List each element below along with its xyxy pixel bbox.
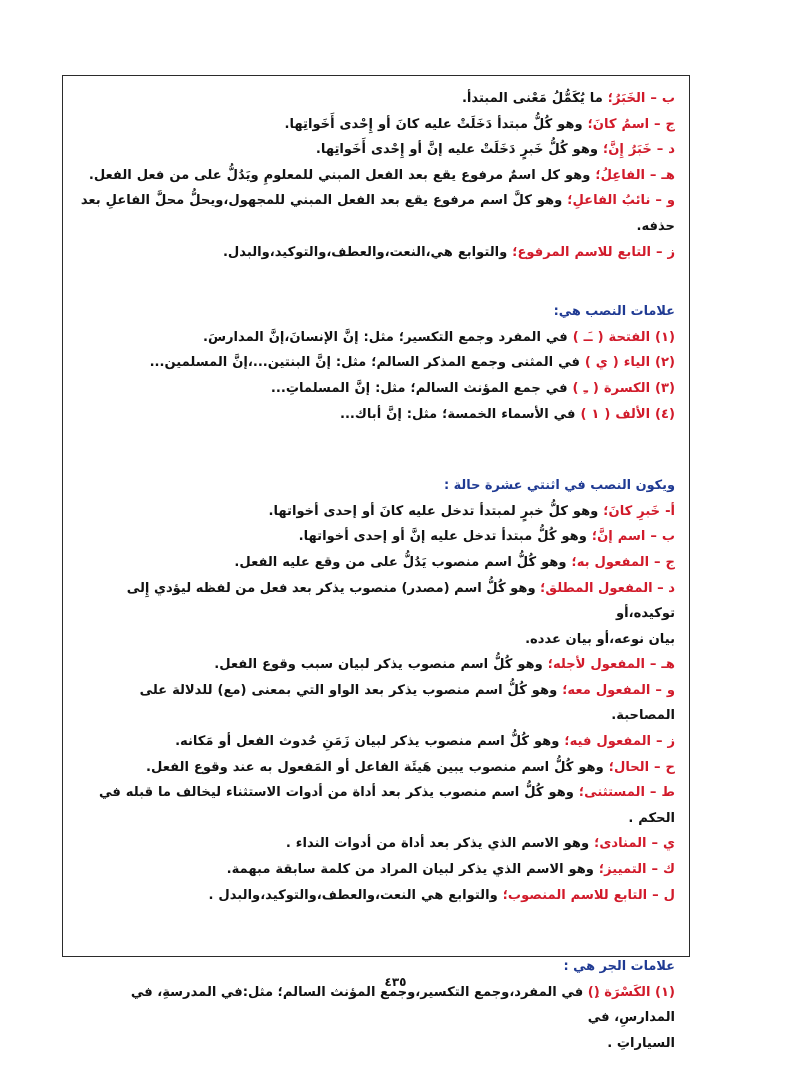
section-nasb-cases bbox=[77, 473, 675, 908]
item-label: (٣) الكسرة ( ـِ ) bbox=[572, 380, 675, 396]
list-item bbox=[77, 240, 675, 266]
item-label: ب – اسم إنَّ؛ bbox=[591, 529, 675, 545]
item-label: ط – المستثنى؛ bbox=[578, 785, 675, 801]
item-label: و – المفعول معه؛ bbox=[562, 682, 675, 698]
item-text: وهو كلُّ خبرٍ لمبتدأ تدخل عليه كانَ أو إحدى أخواتها. bbox=[268, 503, 599, 519]
list-item bbox=[77, 188, 675, 239]
list-item bbox=[77, 325, 675, 351]
list-item bbox=[77, 755, 675, 781]
item-label: ي – المنادى؛ bbox=[594, 836, 675, 852]
item-label: (٤) الألف ( ١ ) bbox=[580, 406, 675, 422]
list-item bbox=[77, 350, 675, 376]
item-label: ز – التابع للاسم المرفوع؛ bbox=[512, 244, 675, 260]
section-spacer bbox=[77, 427, 675, 473]
list-item bbox=[77, 652, 675, 678]
section-nasb-marks bbox=[77, 299, 675, 427]
item-label: ج – المفعول به؛ bbox=[571, 554, 675, 570]
item-line-1 bbox=[77, 576, 675, 627]
list-item bbox=[77, 376, 675, 402]
list-item bbox=[77, 831, 675, 857]
item-text: وهو كُلُّ اسم منصوب يذكر لبيان زَمَنِ حُدوث الفعل أو مَكانه. bbox=[175, 734, 560, 750]
section-spacer bbox=[77, 265, 675, 299]
item-label: ك – التمييز؛ bbox=[598, 862, 675, 878]
item-text: وهو كُلُّ خَبرٍ دَخَلَتْ عليه إنَّ أو إِحْدى أَخَواتِها. bbox=[315, 142, 599, 158]
list-item bbox=[77, 499, 675, 525]
list-item bbox=[77, 402, 675, 428]
item-label: هـ – المفعول لأجله؛ bbox=[547, 657, 675, 673]
page-content bbox=[63, 76, 689, 1067]
item-label: د – خَبَرُ إِنَّ؛ bbox=[603, 142, 675, 158]
section-spacer bbox=[77, 908, 675, 954]
item-text: وهو كُلُّ اسم منصوب يَدُلُّ على من وقع عليه الفعل. bbox=[234, 554, 567, 570]
item-text: والتوابع هي،النعت،والعطف،والتوكيد،والبدل. bbox=[222, 244, 508, 260]
item-text: وهو كُلُّ مبتدأ دَخَلَتْ عليه كانَ أو إِحْدى أَخَواتِها. bbox=[284, 116, 583, 132]
section-jar-marks bbox=[77, 954, 675, 1056]
section-heading: علامات النصب هي: bbox=[553, 304, 675, 320]
list-item bbox=[77, 163, 675, 189]
item-label: ل – التابع للاسم المنصوب؛ bbox=[502, 887, 675, 903]
item-text: في الأسماء الخمسة؛ مثل: إنَّ أباك... bbox=[339, 406, 576, 422]
item-label: هـ – الفاعِلُ؛ bbox=[595, 167, 675, 183]
item-text: والتوابع هي النعت،والعطف،والتوكيد،والبدل . bbox=[208, 887, 498, 903]
item-text: في المفرد وجمع التكسير؛ مثل: إنَّ الإنسانَ،إنَّ المدارسَ. bbox=[202, 329, 568, 345]
list-item bbox=[77, 576, 675, 653]
list-item bbox=[77, 86, 675, 112]
list-item bbox=[77, 112, 675, 138]
item-label: (٢) الياء ( ي ) bbox=[584, 355, 675, 371]
item-text: وهو كُلُّ اسم منصوب يذكر لبيان سبب وقوع الفعل. bbox=[214, 657, 543, 673]
item-text: وهو كُلُّ اسم منصوب يذكر بعد الواو التي بمعنى (مع) للدلالة على المصاحبة. bbox=[139, 682, 675, 724]
item-label: ز – المفعول فيه؛ bbox=[564, 734, 675, 750]
section-raf-continued bbox=[77, 86, 675, 265]
item-label: ح – الحال؛ bbox=[608, 759, 675, 775]
item-text: وهو كُلُّ مبتدأ تدخل عليه إنَّ أو إحدى أخواتها. bbox=[298, 529, 587, 545]
item-label: د – المفعول المطلق؛ bbox=[540, 580, 675, 596]
item-label: ج – اسمُ كانَ؛ bbox=[587, 116, 675, 132]
list-item bbox=[77, 729, 675, 755]
item-text: وهو كُلُّ اسم منصوب يذكر بعد أداة من أدوات الاستثناء ليخالف ما قبله في الحكم . bbox=[99, 785, 675, 826]
section-heading: علامات الجر هي : bbox=[563, 959, 675, 975]
list-item bbox=[77, 780, 675, 831]
item-text: وهو الاسم الذي يذكر لبيان المراد من كلمة سابقة مبهمة. bbox=[226, 862, 594, 878]
item-line-2: بيان نوعه،أو بيان عدده. bbox=[525, 631, 675, 647]
list-item bbox=[77, 137, 675, 163]
item-line-2: السياراتِ . bbox=[607, 1036, 675, 1051]
page-number: ٤٣٥ bbox=[384, 975, 407, 989]
list-item bbox=[77, 550, 675, 576]
item-text: في المثنى وجمع المذكر السالم؛ مثل: إنَّ البنتين...،إنَّ المسلمين... bbox=[149, 355, 580, 371]
item-text: وهو كُلُّ اسم (مصدر) منصوب يذكر بعد فعل من لفظه ليؤدي إِلى توكيده،أو bbox=[126, 580, 675, 622]
item-text: وهو كل اسمٌ مرفوع يقع بعد الفعل المبني للمعلومِ ويَدُلُّ على من فعل الفعل. bbox=[88, 167, 591, 183]
item-label: ب – الخَبَرُ؛ bbox=[607, 91, 675, 106]
section-heading: ويكون النصب في اثنتي عشرة حالة : bbox=[443, 478, 675, 494]
list-item bbox=[77, 524, 675, 550]
item-text: في جمع المؤنث السالم؛ مثل: إنَّ المسلماتِ... bbox=[270, 380, 568, 396]
item-label: و – نائبُ الفاعلِ؛ bbox=[567, 193, 675, 209]
item-text: في المفرد،وجمع التكسير،وجمع المؤنث السالم؛ مثل:في المدرسةِ، في المدارسِ، في bbox=[130, 984, 675, 1026]
item-label: أ- خَبرِ كانَ؛ bbox=[603, 503, 675, 519]
list-item bbox=[77, 883, 675, 909]
item-label: (١) الكَسْرَة (ِ) bbox=[587, 984, 675, 1000]
item-text: ما يُكَمُّلُ مَعْنى المبتدأ. bbox=[461, 91, 603, 106]
item-text: وهو كلَّ اسم مرفوع يقع بعد الفعل المبني للمجهول،ويحلُّ محلَّ الفاعلِ بعد حذفه. bbox=[80, 193, 675, 234]
item-label: (١) الفتحة ( ـَـ ) bbox=[572, 329, 675, 345]
item-text: وهو كُلُّ اسم منصوب يبين هَيئَة الفاعل أو المَفعول به عند وقوع الفعل. bbox=[146, 759, 604, 775]
item-text: وهو الاسم الذي يذكر بعد أداة من أدوات النداء . bbox=[285, 836, 590, 852]
list-item bbox=[77, 857, 675, 883]
list-item bbox=[77, 980, 675, 1057]
list-item bbox=[77, 678, 675, 729]
